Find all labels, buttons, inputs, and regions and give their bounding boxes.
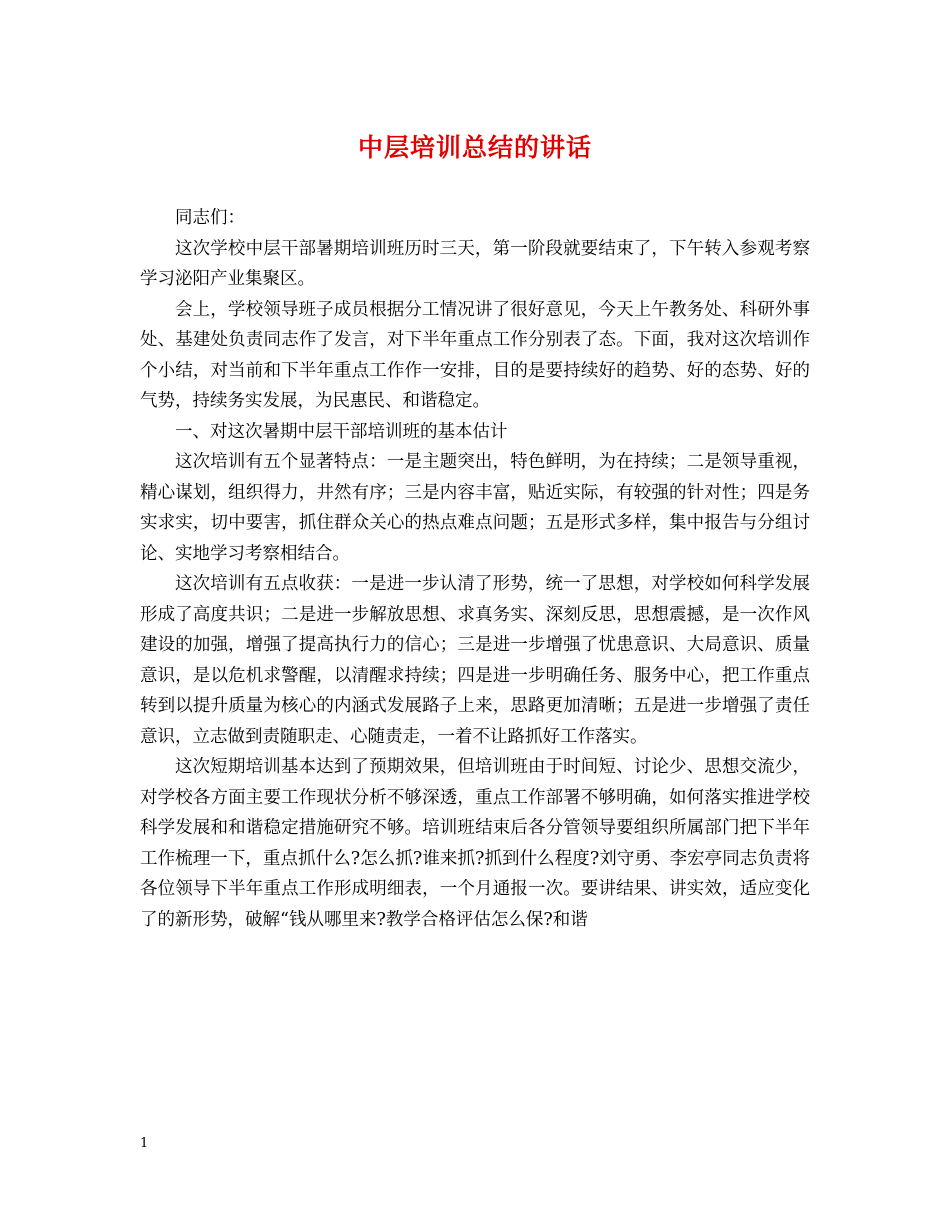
- paragraph: 这次培训有五个显著特点：一是主题突出，特色鲜明，为在持续；二是领导重视，精心谋划，组织得力，井然有序；三是内容丰富，贴近实际，有较强的针对性；四是务实求实，切中要害，抓住群众关心的热点难点问题；五是形式多样，集中报告与分组讨论、实地学习考察相结合。: [140, 452, 810, 564]
- paragraph: 会上，学校领导班子成员根据分工情况讲了很好意见，今天上午教务处、科研外事处、基建处负责同志作了发言，对下半年重点工作分别表了态。下面，我对这次培训作个小结，对当前和下半年重点工作作一安排，目的是要持续好的趋势、好的态势、好的气势，持续务实发展，为民惠民、和谐稳定。: [140, 299, 810, 411]
- paragraph: 这次学校中层干部暑期培训班历时三天，第一阶段就要结束了，下午转入参观考察学习泌阳产业集聚区。: [140, 238, 810, 289]
- document-title: 中层培训总结的讲话: [357, 133, 592, 162]
- paragraph: 这次短期培训基本达到了预期效果，但培训班由于时间短、讨论少、思想交流少，对学校各方面主要工作现状分析不够深透，重点工作部署不够明确，如何落实推进学校科学发展和和谐稳定措施研究不够。培训班结束后各分管领导要组织所属部门把下半年工作梳理一下，重点抓什么?怎么抓?谁来抓?抓到什么程度?刘守勇、李宏亭同志负责将各位领导下半年重点工作形成明细表，一个月通报一次。要讲结果、讲实效，适应变化了的新形势，破解“钱从哪里来?教学合格评估怎么保?和谐: [140, 757, 810, 930]
- section-heading: 一、对这次暑期中层干部培训班的基本估计: [175, 421, 508, 442]
- page-number: 1: [140, 1136, 149, 1151]
- paragraph: 这次培训有五点收获：一是进一步认清了形势，统一了思想，对学校如何科学发展形成了高度共识；二是进一步解放思想、求真务实、深刻反思，思想震撼，是一次作风建设的加强，增强了提高执行力的信心；三是进一步增强了忧患意识、大局意识、质量意识，是以危机求警醒，以清醒求持续；四是进一步明确任务、服务中心，把工作重点转到以提升质量为核心的内涵式发展路子上来，思路更加清晰；五是进一步增强了责任意识，立志做到责随职走、心随责走，一着不让路抓好工作落实。: [140, 574, 810, 747]
- document-body: [140, 203, 810, 935]
- paragraph-salutation: 同志们：: [175, 208, 245, 228]
